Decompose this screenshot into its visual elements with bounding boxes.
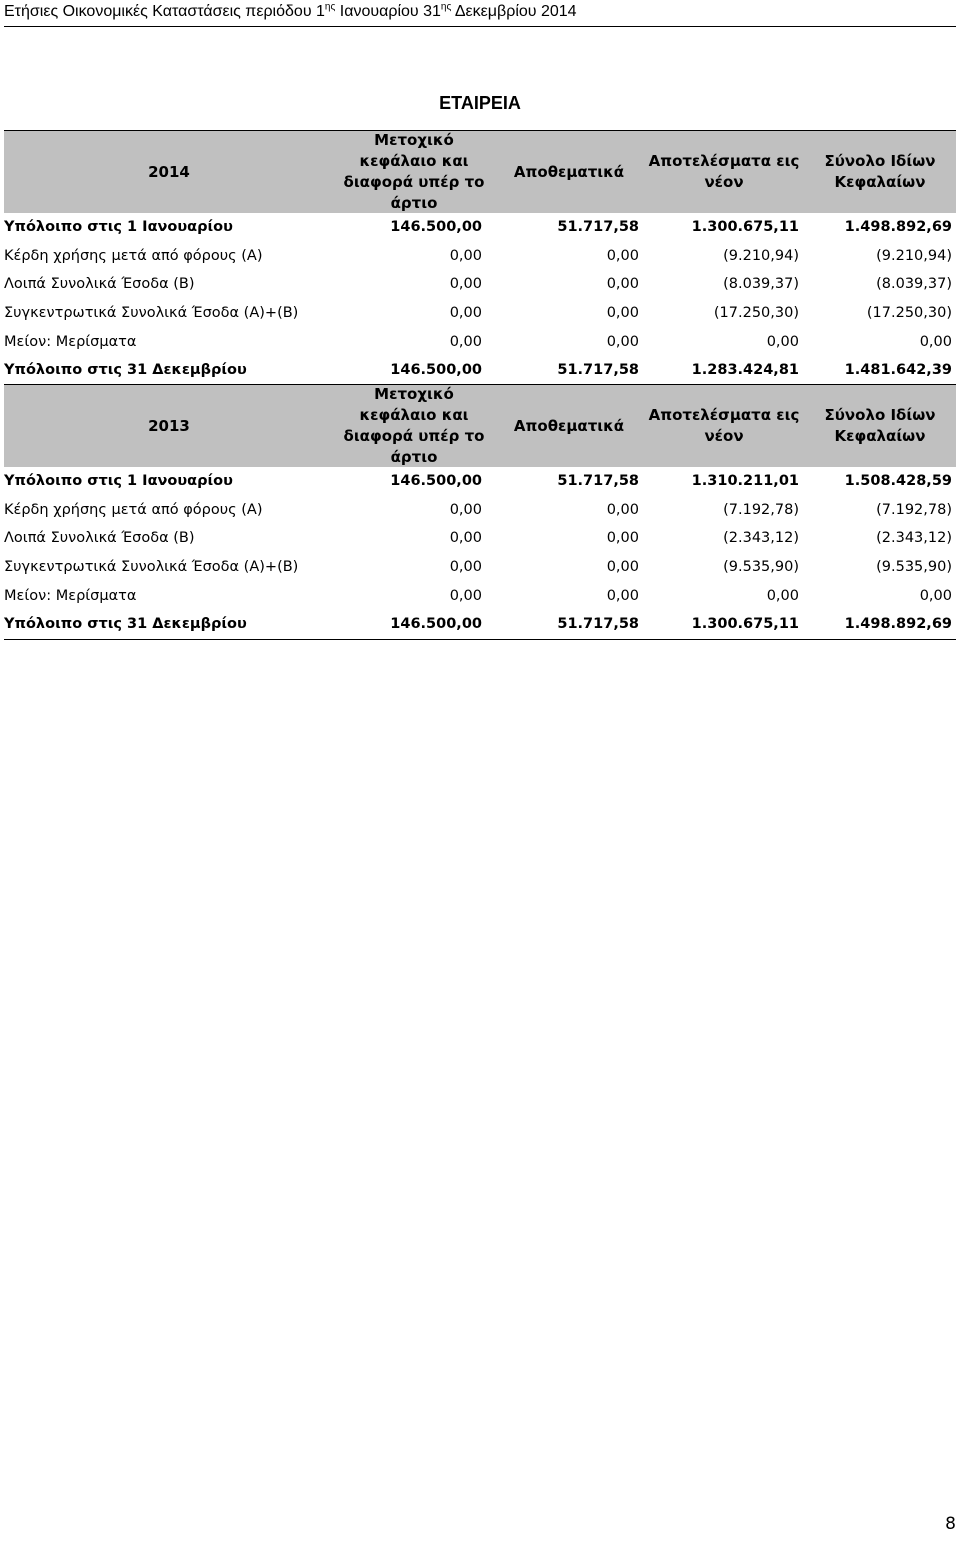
cell-value: 0,00 [449,530,482,547]
row-label: Συγκεντρωτικά Συνολικά Έσοδα (Α)+(Β) [4,305,299,322]
cell-value: (9.535,90) [723,559,799,576]
cell-value: 0,00 [766,333,799,350]
cell-value: (7.192,78) [876,501,952,518]
equity-table-2013 [4,384,956,640]
cell-value: 0,00 [449,305,482,322]
cell-value: 1.481.642,39 [844,362,952,379]
cell-value: 0,00 [606,305,639,322]
table-header [4,384,956,467]
cell-value: 0,00 [606,247,639,264]
cell-value: 1.300.675,11 [691,616,799,633]
row-label: Λοιπά Συνολικά Έσοδα (Β) [4,530,195,547]
cell-value: 0,00 [449,247,482,264]
table-row [4,496,956,525]
header-sup-2: ης [440,1,452,13]
cell-value: 1.310.211,01 [691,473,799,490]
cell-value: (9.210,94) [876,247,952,264]
cell-value: 0,00 [606,559,639,576]
cell-value: (8.039,37) [876,276,952,293]
year-label: 2014 [148,163,190,181]
table-row [4,213,956,242]
year-label: 2013 [148,417,190,435]
col-total-equity: Σύνολο Ιδίων Κεφαλαίων [824,152,936,191]
cell-value: (8.039,37) [723,276,799,293]
cell-value: 0,00 [606,276,639,293]
company-title: ΕΤΑΙΡΕΙΑ [439,93,521,113]
header-prefix: Ετήσιες Οικονομικές Καταστάσεις περιόδου 1 [4,3,325,20]
cell-value: (7.192,78) [723,501,799,518]
row-label: Κέρδη χρήσης μετά από φόρους (Α) [4,247,263,264]
cell-value: 0,00 [449,333,482,350]
cell-value: 146.500,00 [390,362,482,379]
cell-value: 0,00 [919,333,952,350]
table-row [4,553,956,582]
row-label: Συγκεντρωτικά Συνολικά Έσοδα (Α)+(Β) [4,559,299,576]
cell-value: 1.283.424,81 [691,362,799,379]
cell-value: (17.250,30) [713,305,799,322]
table-row [4,356,956,386]
cell-value: (9.535,90) [876,559,952,576]
row-label: Υπόλοιπο στις 1 Ιανουαρίου [4,219,233,236]
cell-value: 0,00 [606,530,639,547]
col-share-capital: Μετοχικό κεφάλαιο και διαφορά υπέρ το άρτιο [343,385,485,466]
col-reserves: Αποθεματικά [513,162,625,181]
cell-value: 0,00 [766,587,799,604]
page-number: 8 [945,1514,956,1534]
table-row [4,327,956,356]
col-total-equity: Σύνολο Ιδίων Κεφαλαίων [824,406,936,445]
row-label: Κέρδη χρήσης μετά από φόρους (Α) [4,501,263,518]
row-label: Λοιπά Συνολικά Έσοδα (Β) [4,276,195,293]
cell-value: 0,00 [919,587,952,604]
row-label: Μείον: Μερίσματα [4,333,137,350]
cell-value: 146.500,00 [390,219,482,236]
row-label: Υπόλοιπο στις 31 Δεκεμβρίου [4,362,247,379]
table-row [4,524,956,553]
cell-value: 0,00 [449,559,482,576]
cell-value: (17.250,30) [866,305,952,322]
col-share-capital: Μετοχικό κεφάλαιο και διαφορά υπέρ το άρτιο [343,131,485,212]
cell-value: 1.498.892,69 [844,616,952,633]
cell-value: 0,00 [606,501,639,518]
cell-value: 0,00 [449,587,482,604]
col-reserves: Αποθεματικά [513,416,625,435]
cell-value: 146.500,00 [390,616,482,633]
cell-value: 0,00 [606,333,639,350]
table-row [4,270,956,299]
header-middle: Ιανουαρίου 31 [335,3,441,20]
row-label: Μείον: Μερίσματα [4,587,137,604]
cell-value: 51.717,58 [557,219,639,236]
row-label: Υπόλοιπο στις 31 Δεκεμβρίου [4,616,247,633]
table-row [4,581,956,610]
cell-value: 146.500,00 [390,473,482,490]
col-retained-earnings: Αποτελέσματα εις νέον [648,406,800,445]
cell-value: 0,00 [449,276,482,293]
cell-value: (9.210,94) [723,247,799,264]
page-header [4,0,956,27]
equity-table-2014 [4,130,956,386]
table-row [4,299,956,328]
header-sup-1: ης [324,1,336,13]
cell-value: (2.343,12) [723,530,799,547]
col-retained-earnings: Αποτελέσματα εις νέον [648,152,800,191]
cell-value: 51.717,58 [557,616,639,633]
table-row [4,467,956,496]
table-header [4,130,956,213]
cell-value: 0,00 [449,501,482,518]
table-row [4,242,956,271]
cell-value: 1.300.675,11 [691,219,799,236]
cell-value: 1.508.428,59 [844,473,952,490]
header-suffix: Δεκεμβρίου 2014 [451,3,577,20]
cell-value: 1.498.892,69 [844,219,952,236]
table-row [4,610,956,640]
cell-value: 0,00 [606,587,639,604]
cell-value: 51.717,58 [557,473,639,490]
cell-value: 51.717,58 [557,362,639,379]
cell-value: (2.343,12) [876,530,952,547]
row-label: Υπόλοιπο στις 1 Ιανουαρίου [4,473,233,490]
